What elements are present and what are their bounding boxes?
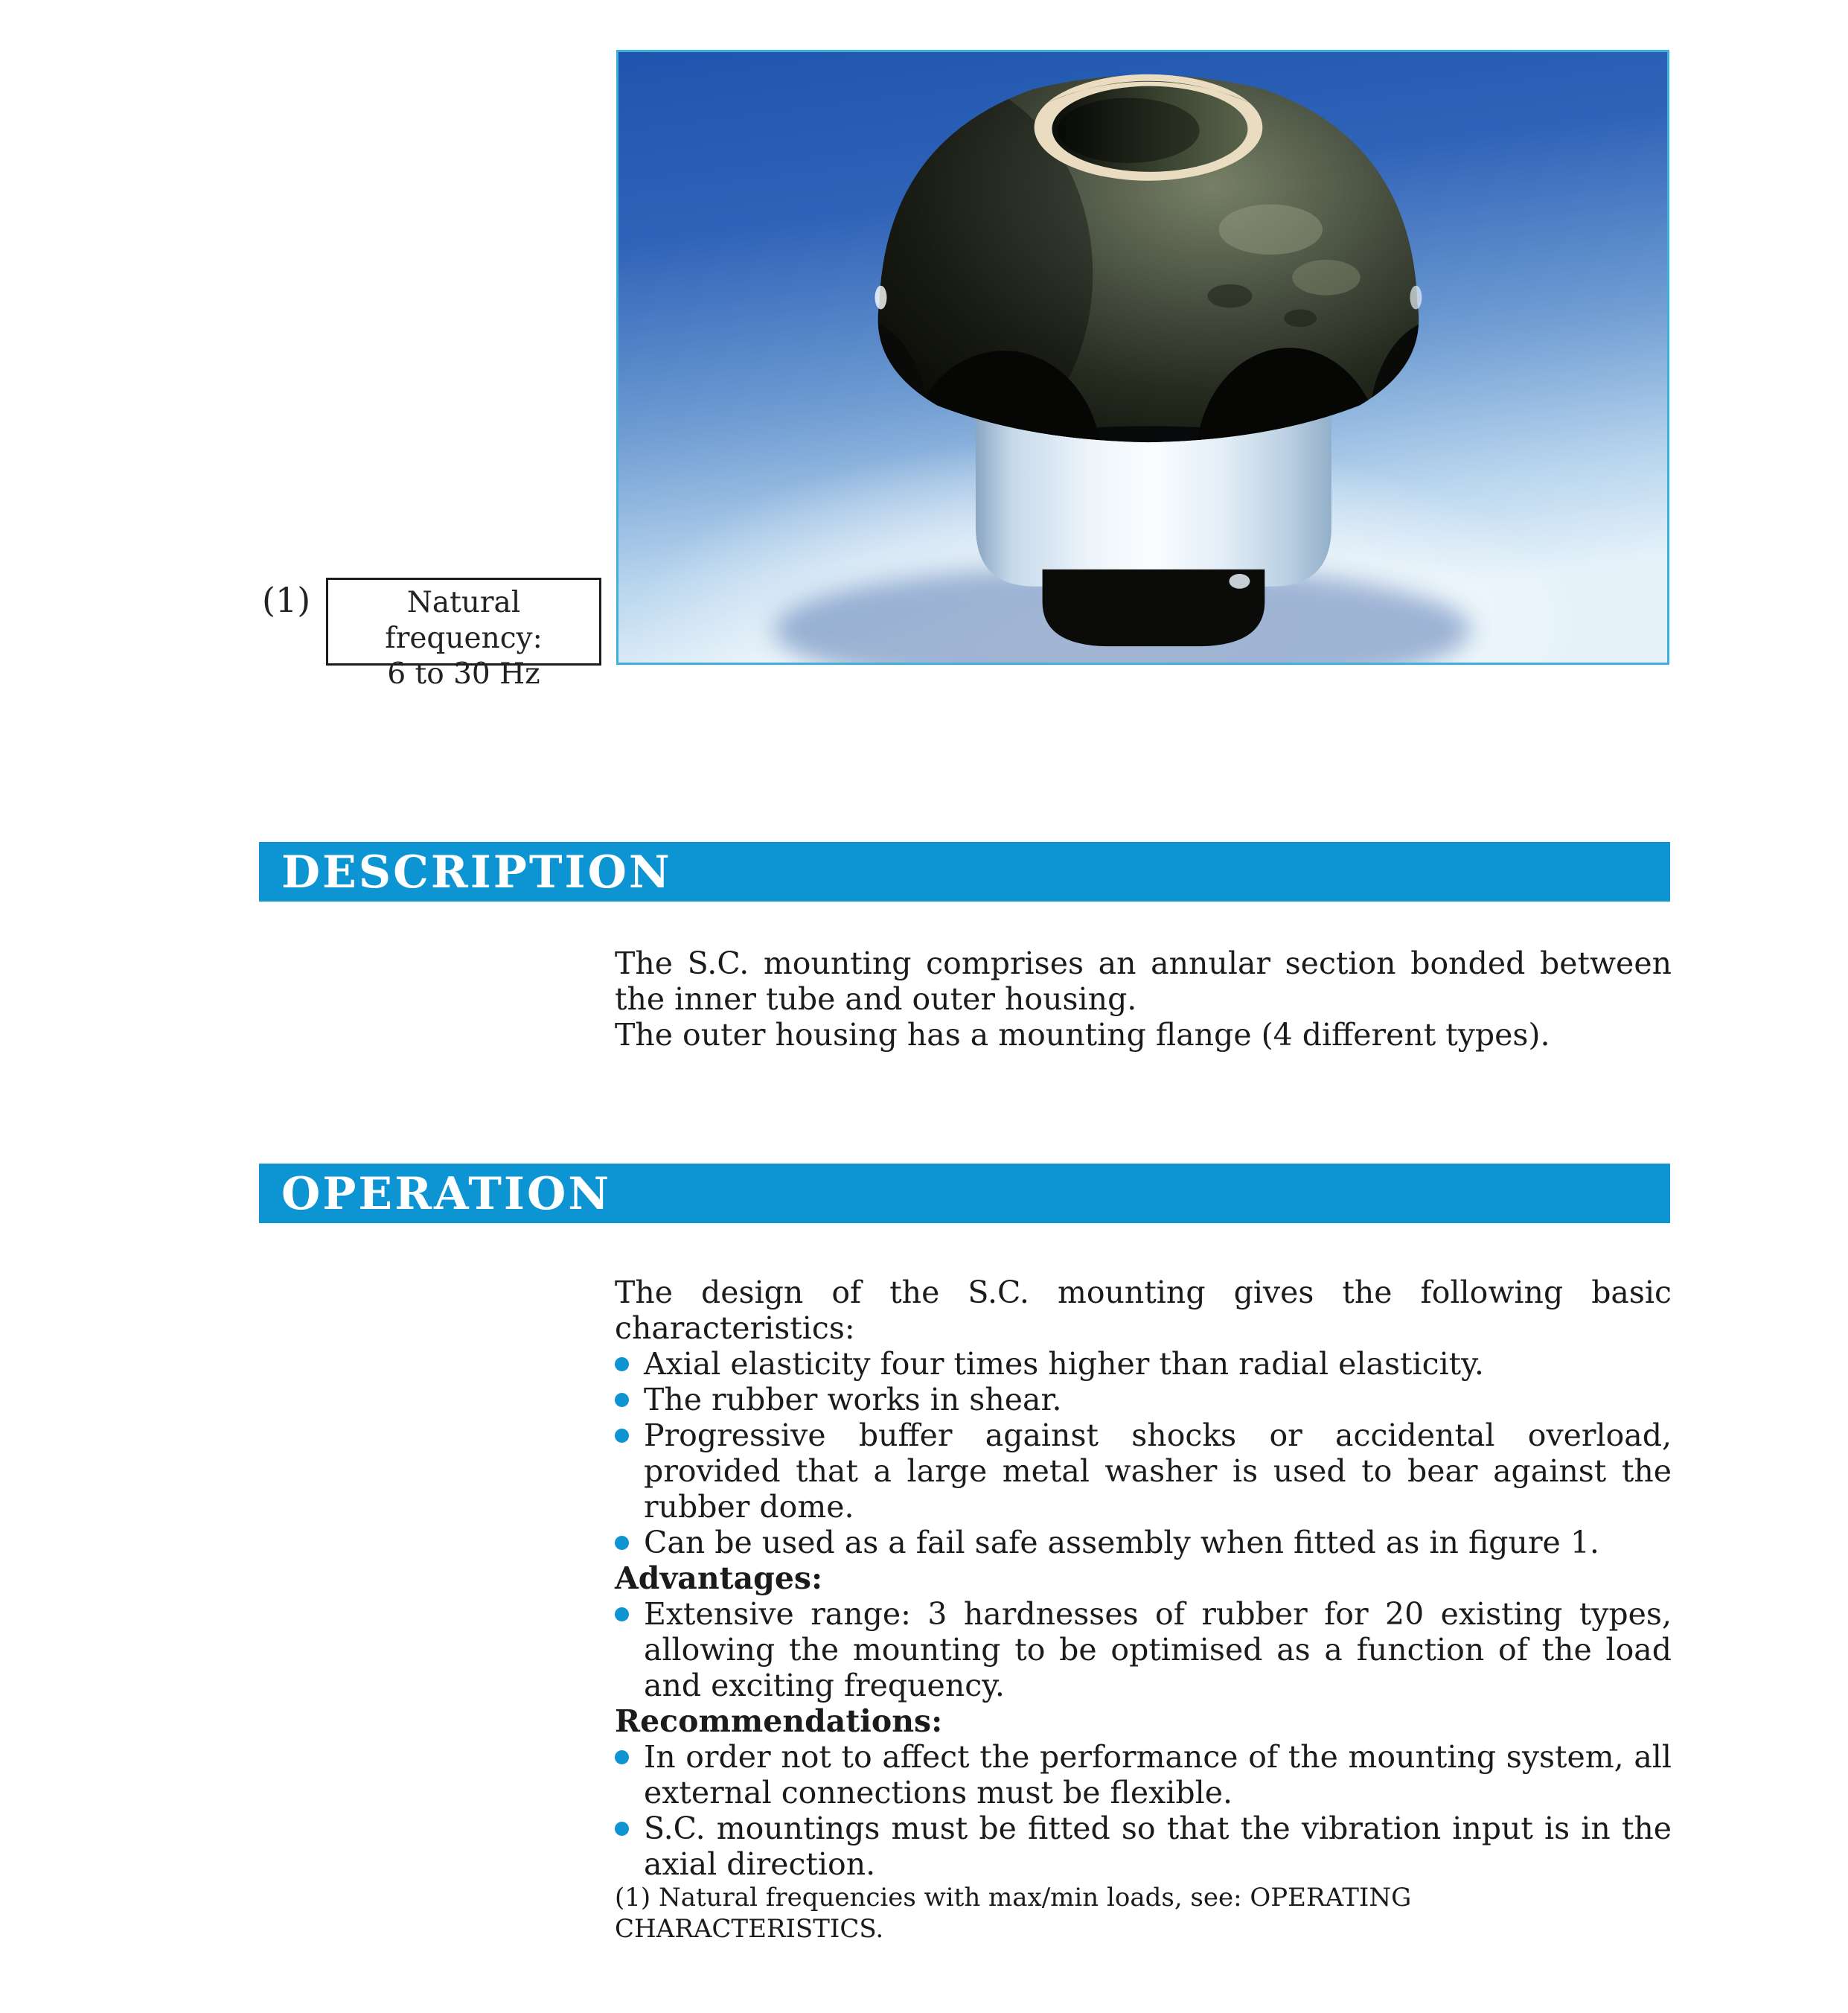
product-photo: [616, 50, 1669, 665]
dome-wear-mark: [1219, 205, 1323, 255]
dome-speckle: [1284, 309, 1317, 327]
footnote: (1) Natural frequencies with max/min loads, see: OPERATING CHARACTERISTICS.: [615, 1883, 1412, 1944]
bore-shadow: [1057, 98, 1199, 163]
description-section-title: DESCRIPTION: [281, 846, 672, 899]
bullet-text: The rubber works in shear.: [644, 1382, 1062, 1417]
bullet-text: Progressive buffer against shocks or accidental overload, provided that a large metal washer is used to bear against the rubber dome.: [644, 1417, 1672, 1525]
natural-frequency-line2: 6 to 30 Hz: [387, 657, 540, 691]
dome-edge-highlight: [1410, 286, 1422, 310]
list-item: [615, 1525, 1672, 1560]
bullet-icon: [615, 1607, 629, 1621]
dome-wear-mark: [1292, 260, 1361, 296]
recommendations-heading: Recommendations:: [615, 1703, 943, 1739]
description-paragraph: The S.C. mounting comprises an annular section bonded between the inner tube and outer housing.: [615, 945, 1672, 1017]
bullet-icon: [615, 1536, 629, 1550]
bullet-text: S.C. mountings must be fitted so that the vibration input is in the axial direction.: [644, 1811, 1672, 1882]
list-item: [615, 1382, 1672, 1417]
advantages-list: [615, 1596, 1672, 1703]
advantages-heading: Advantages:: [615, 1560, 823, 1596]
bullet-icon: [615, 1357, 629, 1371]
bullet-text: Extensive range: 3 hardnesses of rubber for 20 existing types, allowing the mounting to be optimised as a function of the load and exciting frequency.: [644, 1596, 1672, 1703]
list-item: [615, 1596, 1672, 1703]
bullet-text: Axial elasticity four times higher than radial elasticity.: [644, 1346, 1484, 1382]
operation-section-bar: [259, 1164, 1670, 1223]
description-paragraph: The outer housing has a mounting flange (4 different types).: [615, 1017, 1550, 1053]
recommendations-list: [615, 1739, 1672, 1882]
operation-text-block: [615, 1275, 1672, 1945]
bullet-text: In order not to affect the performance of the mounting system, all external connections must be flexible.: [644, 1739, 1672, 1811]
dome-speckle: [1208, 284, 1253, 308]
list-item: [615, 1346, 1672, 1382]
foot-highlight: [1230, 574, 1250, 589]
bullet-icon: [615, 1822, 629, 1836]
list-item: [615, 1417, 1672, 1525]
natural-frequency-line1: Natural frequency:: [385, 586, 543, 655]
product-photo-illustration: [618, 52, 1667, 663]
list-item: [615, 1811, 1672, 1882]
list-item: [615, 1739, 1672, 1811]
dome-edge-highlight: [875, 286, 887, 310]
bullet-icon: [615, 1429, 629, 1443]
natural-frequency-box: [326, 578, 601, 691]
operation-section-title: OPERATION: [281, 1168, 612, 1220]
bullet-icon: [615, 1393, 629, 1407]
operation-intro: The design of the S.C. mounting gives the following basic characteristics:: [615, 1275, 1672, 1346]
characteristics-list: [615, 1346, 1672, 1560]
description-section-bar: [259, 842, 1670, 902]
bullet-icon: [615, 1750, 629, 1764]
bullet-text: Can be used as a fail safe assembly when fitted as in figure 1.: [644, 1525, 1599, 1560]
description-text-block: [615, 945, 1672, 1053]
figure-ref-label: (1): [262, 580, 311, 620]
